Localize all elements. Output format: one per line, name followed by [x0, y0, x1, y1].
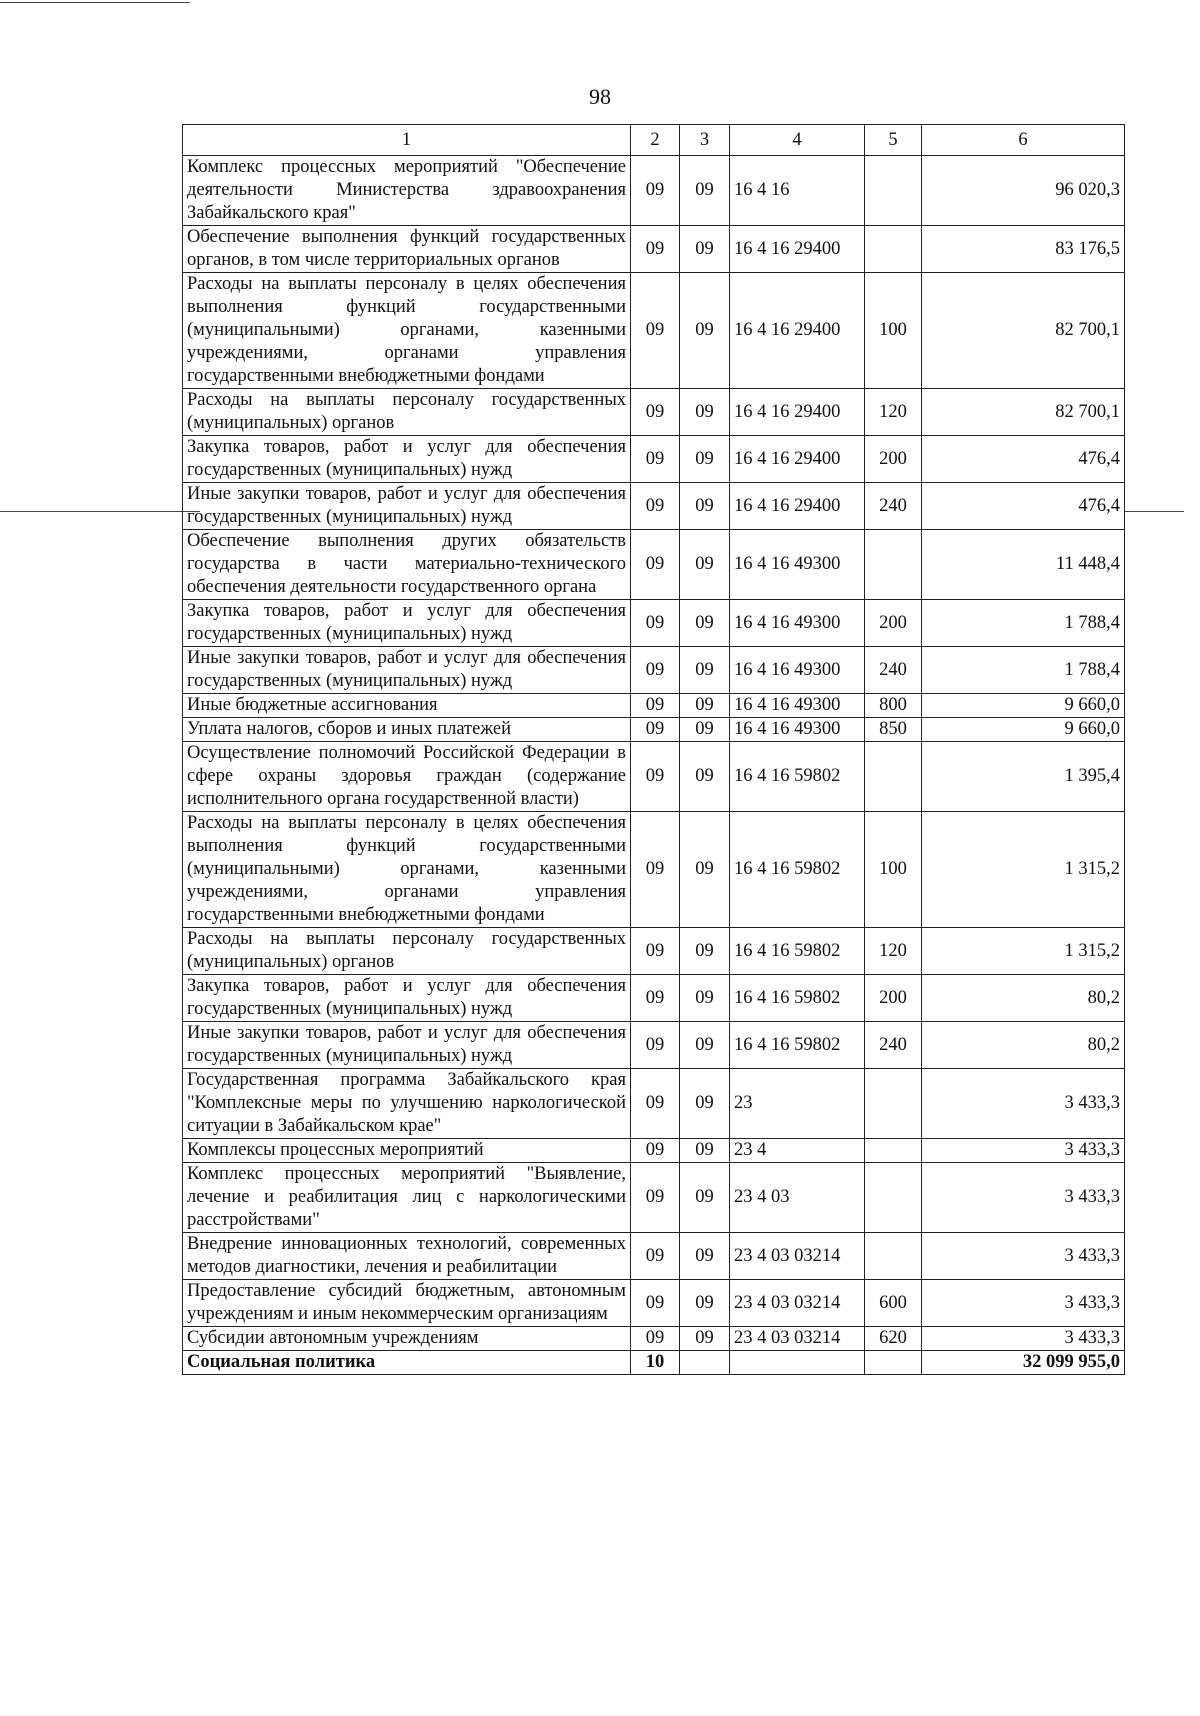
row-amount-cell: 83 176,5: [922, 226, 1125, 273]
row-target-article-cell: 23: [730, 1069, 865, 1139]
row-subsection-cell: 09: [680, 694, 730, 718]
budget-table: [182, 124, 1125, 1375]
header-col-3: 3: [680, 125, 730, 156]
row-expense-type-cell: [865, 1163, 922, 1233]
row-expense-type-cell: 100: [865, 812, 922, 928]
table-row: [183, 156, 1125, 226]
row-subsection-cell: 09: [680, 600, 730, 647]
row-name-cell: Иные закупки товаров, работ и услуг для обеспечения государственных (муниципальных) нужд: [183, 483, 631, 530]
row-name-cell: Социальная политика: [183, 1351, 631, 1375]
row-section-cell: 09: [631, 273, 680, 389]
row-amount-cell: 476,4: [922, 483, 1125, 530]
row-subsection-cell: [680, 1351, 730, 1375]
row-amount-cell: 32 099 955,0: [922, 1351, 1125, 1375]
row-target-article-cell: [730, 1351, 865, 1375]
row-amount-cell: 1 788,4: [922, 647, 1125, 694]
row-subsection-cell: 09: [680, 812, 730, 928]
table-row: [183, 226, 1125, 273]
scan-edge-line-left: [0, 511, 200, 512]
table-row: [183, 975, 1125, 1022]
row-name-cell: Расходы на выплаты персоналу государственных (муниципальных) органов: [183, 389, 631, 436]
table-row: [183, 1069, 1125, 1139]
row-amount-cell: 3 433,3: [922, 1233, 1125, 1280]
header-col-6: 6: [922, 125, 1125, 156]
row-section-cell: 09: [631, 1327, 680, 1351]
row-amount-cell: 11 448,4: [922, 530, 1125, 600]
row-expense-type-cell: 600: [865, 1280, 922, 1327]
table-row: [183, 1351, 1125, 1375]
row-amount-cell: 3 433,3: [922, 1327, 1125, 1351]
row-section-cell: 09: [631, 647, 680, 694]
table-row: [183, 483, 1125, 530]
row-name-cell: Обеспечение выполнения функций государственных органов, в том числе территориальных органов: [183, 226, 631, 273]
row-amount-cell: 9 660,0: [922, 718, 1125, 742]
row-section-cell: 09: [631, 1233, 680, 1280]
row-expense-type-cell: 240: [865, 647, 922, 694]
table-row: [183, 1139, 1125, 1163]
row-section-cell: 09: [631, 156, 680, 226]
row-section-cell: 09: [631, 1280, 680, 1327]
row-target-article-cell: 16 4 16 29400: [730, 226, 865, 273]
row-name-cell: Иные бюджетные ассигнования: [183, 694, 631, 718]
row-amount-cell: 1 788,4: [922, 600, 1125, 647]
scan-edge-line-top: [0, 2, 190, 3]
row-target-article-cell: 16 4 16 49300: [730, 694, 865, 718]
row-target-article-cell: 16 4 16 29400: [730, 483, 865, 530]
row-subsection-cell: 09: [680, 1163, 730, 1233]
row-section-cell: 09: [631, 530, 680, 600]
row-target-article-cell: 16 4 16 59802: [730, 742, 865, 812]
table-body: [183, 125, 1125, 1375]
row-name-cell: Уплата налогов, сборов и иных платежей: [183, 718, 631, 742]
row-section-cell: 09: [631, 226, 680, 273]
table-row: [183, 647, 1125, 694]
row-target-article-cell: 16 4 16 59802: [730, 928, 865, 975]
row-target-article-cell: 23 4 03 03214: [730, 1280, 865, 1327]
table-row: [183, 694, 1125, 718]
row-name-cell: Обеспечение выполнения других обязательств государства в части материально-технического обеспечения деятельности государственного органа: [183, 530, 631, 600]
row-amount-cell: 3 433,3: [922, 1280, 1125, 1327]
row-target-article-cell: 16 4 16 49300: [730, 530, 865, 600]
row-target-article-cell: 23 4: [730, 1139, 865, 1163]
row-amount-cell: 1 315,2: [922, 812, 1125, 928]
page-number: 98: [589, 84, 611, 109]
row-amount-cell: 80,2: [922, 975, 1125, 1022]
row-expense-type-cell: 120: [865, 389, 922, 436]
row-subsection-cell: 09: [680, 742, 730, 812]
row-expense-type-cell: 200: [865, 436, 922, 483]
row-section-cell: 09: [631, 1069, 680, 1139]
row-subsection-cell: 09: [680, 436, 730, 483]
row-target-article-cell: 16 4 16 49300: [730, 600, 865, 647]
row-section-cell: 09: [631, 1022, 680, 1069]
row-amount-cell: 3 433,3: [922, 1163, 1125, 1233]
row-name-cell: Комплексы процессных мероприятий: [183, 1139, 631, 1163]
row-subsection-cell: 09: [680, 1139, 730, 1163]
row-subsection-cell: 09: [680, 975, 730, 1022]
scan-edge-line-right: [1124, 511, 1184, 512]
row-target-article-cell: 16 4 16 59802: [730, 812, 865, 928]
row-expense-type-cell: [865, 530, 922, 600]
row-amount-cell: 3 433,3: [922, 1069, 1125, 1139]
row-subsection-cell: 09: [680, 156, 730, 226]
row-target-article-cell: 23 4 03 03214: [730, 1233, 865, 1280]
row-name-cell: Предоставление субсидий бюджетным, автономным учреждениям и иным некоммерческим организациям: [183, 1280, 631, 1327]
row-subsection-cell: 09: [680, 1233, 730, 1280]
row-subsection-cell: 09: [680, 1280, 730, 1327]
row-expense-type-cell: [865, 156, 922, 226]
header-col-2: 2: [631, 125, 680, 156]
row-name-cell: Внедрение инновационных технологий, современных методов диагностики, лечения и реабилитации: [183, 1233, 631, 1280]
row-subsection-cell: 09: [680, 647, 730, 694]
row-subsection-cell: 09: [680, 273, 730, 389]
table-row: [183, 1163, 1125, 1233]
row-subsection-cell: 09: [680, 1069, 730, 1139]
row-name-cell: Иные закупки товаров, работ и услуг для обеспечения государственных (муниципальных) нужд: [183, 647, 631, 694]
row-section-cell: 09: [631, 389, 680, 436]
row-name-cell: Закупка товаров, работ и услуг для обеспечения государственных (муниципальных) нужд: [183, 436, 631, 483]
row-expense-type-cell: [865, 226, 922, 273]
row-expense-type-cell: 200: [865, 975, 922, 1022]
row-amount-cell: 9 660,0: [922, 694, 1125, 718]
table-row: [183, 1280, 1125, 1327]
row-name-cell: Осуществление полномочий Российской Федерации в сфере охраны здоровья граждан (содержание исполнительного органа государственной власти): [183, 742, 631, 812]
row-section-cell: 09: [631, 928, 680, 975]
row-section-cell: 09: [631, 600, 680, 647]
row-section-cell: 09: [631, 718, 680, 742]
row-expense-type-cell: [865, 1069, 922, 1139]
table-row: [183, 718, 1125, 742]
row-amount-cell: 80,2: [922, 1022, 1125, 1069]
row-expense-type-cell: [865, 742, 922, 812]
table-row: [183, 812, 1125, 928]
row-target-article-cell: 23 4 03: [730, 1163, 865, 1233]
header-col-1: 1: [183, 125, 631, 156]
row-expense-type-cell: 120: [865, 928, 922, 975]
row-expense-type-cell: 200: [865, 600, 922, 647]
row-amount-cell: 1 315,2: [922, 928, 1125, 975]
row-amount-cell: 476,4: [922, 436, 1125, 483]
row-section-cell: 09: [631, 483, 680, 530]
row-target-article-cell: 16 4 16: [730, 156, 865, 226]
row-subsection-cell: 09: [680, 928, 730, 975]
table-row: [183, 742, 1125, 812]
row-target-article-cell: 16 4 16 59802: [730, 1022, 865, 1069]
row-target-article-cell: 16 4 16 29400: [730, 273, 865, 389]
header-col-4: 4: [730, 125, 865, 156]
row-amount-cell: 82 700,1: [922, 389, 1125, 436]
row-name-cell: Расходы на выплаты персоналу в целях обеспечения выполнения функций государственными (муниципальными) органами, казенными учреждениями, органами управления государственными внебюджетными фондами: [183, 273, 631, 389]
row-expense-type-cell: 240: [865, 1022, 922, 1069]
table-row: [183, 530, 1125, 600]
row-section-cell: 09: [631, 975, 680, 1022]
row-section-cell: 09: [631, 1163, 680, 1233]
table-row: [183, 928, 1125, 975]
row-target-article-cell: 16 4 16 49300: [730, 718, 865, 742]
row-amount-cell: 82 700,1: [922, 273, 1125, 389]
table-row: [183, 1022, 1125, 1069]
row-name-cell: Комплекс процессных мероприятий "Обеспечение деятельности Министерства здравоохранения Забайкальского края": [183, 156, 631, 226]
row-section-cell: 09: [631, 1139, 680, 1163]
row-target-article-cell: 16 4 16 29400: [730, 436, 865, 483]
row-expense-type-cell: 100: [865, 273, 922, 389]
row-subsection-cell: 09: [680, 718, 730, 742]
row-expense-type-cell: 240: [865, 483, 922, 530]
row-expense-type-cell: [865, 1139, 922, 1163]
row-expense-type-cell: 800: [865, 694, 922, 718]
table-header-row: [183, 125, 1125, 156]
row-subsection-cell: 09: [680, 1327, 730, 1351]
row-subsection-cell: 09: [680, 483, 730, 530]
row-name-cell: Расходы на выплаты персоналу государственных (муниципальных) органов: [183, 928, 631, 975]
row-amount-cell: 96 020,3: [922, 156, 1125, 226]
row-target-article-cell: 16 4 16 59802: [730, 975, 865, 1022]
table-row: [183, 1327, 1125, 1351]
row-target-article-cell: 16 4 16 49300: [730, 647, 865, 694]
row-target-article-cell: 16 4 16 29400: [730, 389, 865, 436]
row-name-cell: Комплекс процессных мероприятий "Выявление, лечение и реабилитация лиц с наркологическими расстройствами": [183, 1163, 631, 1233]
row-name-cell: Субсидии автономным учреждениям: [183, 1327, 631, 1351]
row-name-cell: Расходы на выплаты персоналу в целях обеспечения выполнения функций государственными (муниципальными) органами, казенными учреждениями, органами управления государственными внебюджетными фондами: [183, 812, 631, 928]
row-subsection-cell: 09: [680, 389, 730, 436]
row-name-cell: Государственная программа Забайкальского края "Комплексные меры по улучшению наркологической ситуации в Забайкальском крае": [183, 1069, 631, 1139]
row-expense-type-cell: [865, 1351, 922, 1375]
table-row: [183, 436, 1125, 483]
row-section-cell: 09: [631, 812, 680, 928]
row-section-cell: 09: [631, 694, 680, 718]
row-section-cell: 10: [631, 1351, 680, 1375]
row-expense-type-cell: 620: [865, 1327, 922, 1351]
header-col-5: 5: [865, 125, 922, 156]
table-row: [183, 389, 1125, 436]
row-name-cell: Иные закупки товаров, работ и услуг для обеспечения государственных (муниципальных) нужд: [183, 1022, 631, 1069]
row-amount-cell: 3 433,3: [922, 1139, 1125, 1163]
table-row: [183, 600, 1125, 647]
row-subsection-cell: 09: [680, 1022, 730, 1069]
row-name-cell: Закупка товаров, работ и услуг для обеспечения государственных (муниципальных) нужд: [183, 600, 631, 647]
table-row: [183, 273, 1125, 389]
row-name-cell: Закупка товаров, работ и услуг для обеспечения государственных (муниципальных) нужд: [183, 975, 631, 1022]
row-amount-cell: 1 395,4: [922, 742, 1125, 812]
row-expense-type-cell: [865, 1233, 922, 1280]
row-subsection-cell: 09: [680, 530, 730, 600]
table-row: [183, 1233, 1125, 1280]
row-subsection-cell: 09: [680, 226, 730, 273]
row-expense-type-cell: 850: [865, 718, 922, 742]
row-section-cell: 09: [631, 742, 680, 812]
row-target-article-cell: 23 4 03 03214: [730, 1327, 865, 1351]
row-section-cell: 09: [631, 436, 680, 483]
